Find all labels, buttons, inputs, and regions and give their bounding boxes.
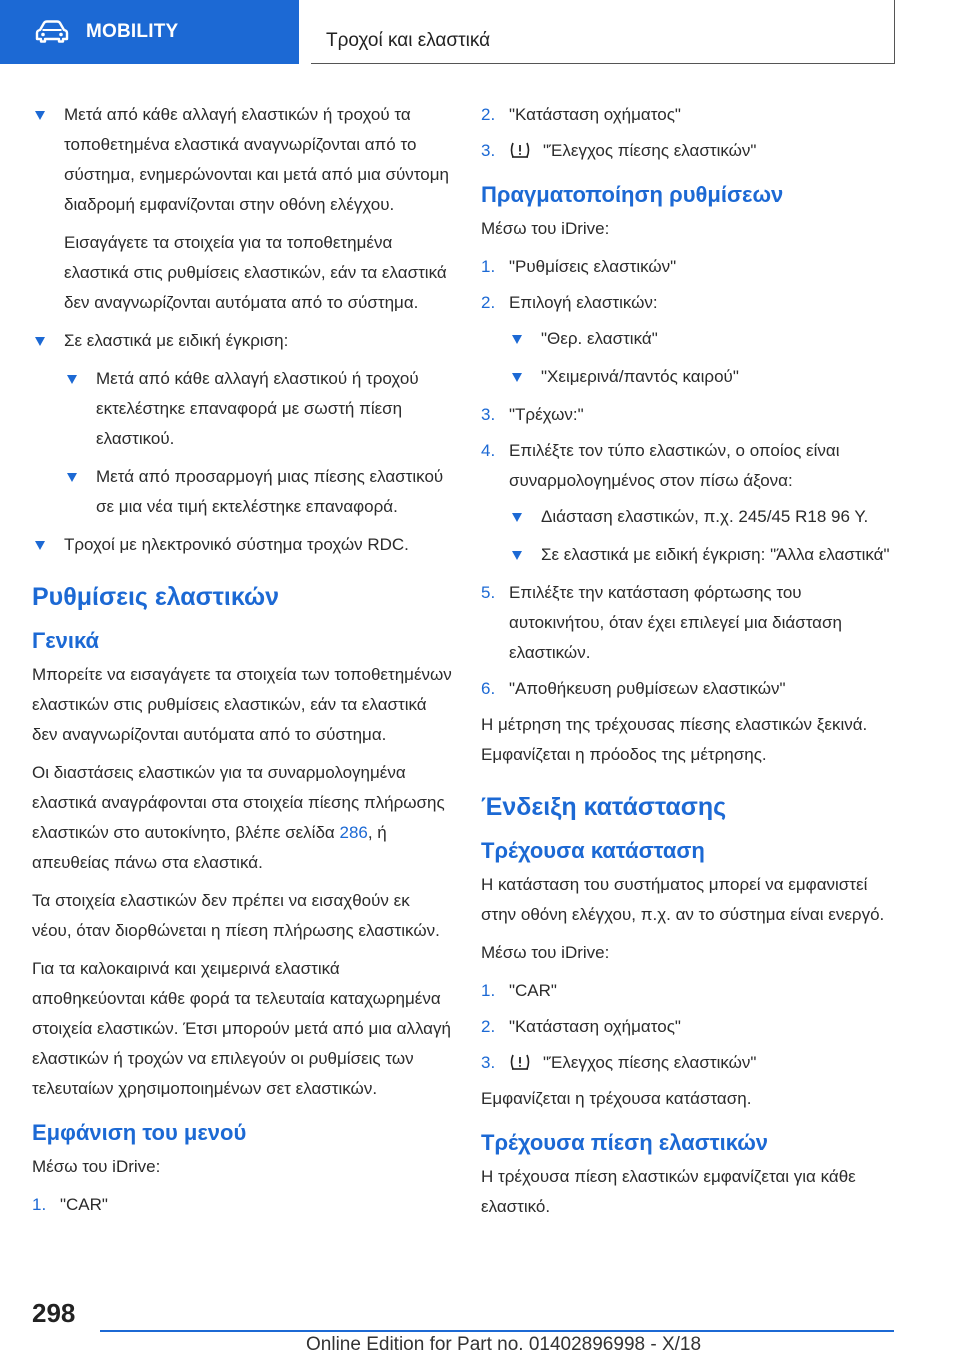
step-item: 1. "CAR" — [32, 1195, 108, 1214]
section-title: MOBILITY — [86, 21, 179, 42]
tire-pressure-warning-icon — [509, 1052, 531, 1072]
step-item: 3. "Έλεγχος πίεσης ελαστικών" — [481, 141, 757, 160]
paragraph: Η μέτρηση της τρέχουσας πίεσης ελαστικών ξεκινά. Εμφανίζεται η πρόοδος της μέτρησης. — [481, 715, 868, 764]
bullet-item: Σε ελαστικά με ειδική έγκριση: — [32, 326, 452, 356]
footer-rule — [100, 1330, 894, 1332]
heading-tire-settings: Ρυθμίσεις ελαστικών — [32, 583, 280, 611]
sub-bullet-item: "Χειμερινά/παντός καιρού" — [509, 362, 897, 392]
bullet-continuation: Εισαγάγετε τα στοιχεία για τα τοποθετημένα ελαστικά στις ρυθμίσεις ελαστικών, εάν τα ελαστικά δεν αναγνωρίζονται αυτόματα από το σύστημα. — [64, 233, 447, 312]
step-item: 1. "CAR" — [481, 981, 557, 1000]
step-item: 4. Επιλέξτε τον τύπο ελαστικών, ο οποίος είναι συναρμολογημένος στον πίσω άξονα: Διάσταση ελαστικών, π.χ. 245/45 R18 96 Y. Σε ελαστικά με ειδική έγκριση: "Άλλα ελαστικά" — [481, 436, 897, 570]
step-item: 1. "Ρυθμίσεις ελαστικών" — [481, 257, 677, 276]
sub-bullet-item: Μετά από κάθε αλλαγή ελαστικού ή τροχού εκτελέστηκε επαναφορά με σωστή πίεση ελαστικού. — [64, 364, 452, 454]
section-tab[interactable] — [0, 0, 299, 64]
heading-status-display: Ένδειξη κατάστασης — [481, 793, 727, 821]
car-icon — [34, 20, 70, 44]
bullet-item: Μετά από κάθε αλλαγή ελαστικών ή τροχού τα τοποθετημένα ελαστικά αναγνωρίζονται από το σύστημα, ενημερώνονται και μετά από μια σύντομη διαδρομή εμφανίζονται στην οθόνη ελέγχου. — [32, 100, 452, 220]
via-idrive: Μέσω του iDrive: — [481, 219, 610, 238]
tire-pressure-warning-icon — [509, 140, 531, 160]
paragraph: Η κατάσταση του συστήματος μπορεί να εμφανιστεί στην οθόνη ελέγχου, π.χ. αν το σύστημα είναι ενεργό. — [481, 875, 885, 924]
right-column — [481, 100, 897, 1230]
paragraph: Οι διαστάσεις ελαστικών για τα συναρμολογημένα ελαστικά αναγράφονται στα στοιχεία πίεσης πλήρωσης ελαστικών στο αυτοκίνητο, βλέπε σελίδα 286, ή απευθείας πάνω στα ελαστικά. — [32, 763, 445, 872]
subheading-general: Γενικά — [32, 628, 100, 653]
edition-note: Online Edition for Part no. 01402896998 - X/18 — [306, 1334, 702, 1355]
step-item: 3. "Έλεγχος πίεσης ελαστικών" — [481, 1053, 757, 1072]
step-item: 6. "Αποθήκευση ρυθμίσεων ελαστικών" — [481, 679, 786, 698]
page-number: 298 — [32, 1298, 76, 1328]
step-item: 5. Επιλέξτε την κατάσταση φόρτωσης του αυτοκινήτου, όταν έχει επιλεγεί μια διάσταση ελαστικών. — [481, 583, 842, 662]
paragraph: Για τα καλοκαιρινά και χειμερινά ελαστικά αποθηκεύονται κάθε φορά τα τελευταία καταχωρημένα στοιχεία ελαστικών. Έτσι μπορούν μετά από μια αλλαγή ελαστικών ή τροχών να επιλεγούν οι ρυθμίσεις των τελευταίων χρησιμοποιημένων σετ ελαστικών. — [32, 959, 451, 1098]
paragraph: Εμφανίζεται η τρέχουσα κατάσταση. — [481, 1089, 752, 1108]
left-column — [32, 100, 452, 1226]
subheading-show-menu: Εμφάνιση του μενού — [32, 1120, 247, 1145]
via-idrive: Μέσω του iDrive: — [32, 1157, 161, 1176]
sub-bullet-item: Διάσταση ελαστικών, π.χ. 245/45 R18 96 Y. — [509, 502, 897, 532]
sub-bullet-item: Σε ελαστικά με ειδική έγκριση: "Άλλα ελαστικά" — [509, 540, 897, 570]
paragraph: Μπορείτε να εισαγάγετε τα στοιχεία των τοποθετημένων ελαστικών στις ρυθμίσεις ελαστικών, εάν τα ελαστικά δεν αναγνωρίζονται αυτόματα από το σύστημα. — [32, 665, 452, 744]
paragraph: Η τρέχουσα πίεση ελαστικών εμφανίζεται για κάθε ελαστικό. — [481, 1167, 856, 1216]
step-item: 2. "Κατάσταση οχήματος" — [481, 1017, 681, 1036]
step-item: 3. "Τρέχων:" — [481, 405, 584, 424]
page-reference-link[interactable]: 286 — [339, 823, 368, 842]
step-item: 2. Επιλογή ελαστικών: "Θερ. ελαστικά" "Χειμερινά/παντός καιρού" — [481, 288, 897, 392]
subheading-current-status: Τρέχουσα κατάσταση — [481, 838, 705, 863]
bullet-item: Τροχοί με ηλεκτρονικό σύστημα τροχών RDC. — [32, 530, 452, 560]
sub-bullet-item: "Θερ. ελαστικά" — [509, 324, 897, 354]
subheading-make-settings: Πραγματοποίηση ρυθμίσεων — [481, 182, 784, 207]
chapter-title: Τροχοί και ελαστικά — [326, 30, 491, 51]
paragraph: Τα στοιχεία ελαστικών δεν πρέπει να εισαχθούν εκ νέου, όταν διορθώνεται η πίεση πλήρωσης ελαστικών. — [32, 891, 440, 940]
step-item: 2. "Κατάσταση οχήματος" — [481, 105, 681, 124]
chapter-header — [311, 0, 895, 64]
subheading-current-pressure: Τρέχουσα πίεση ελαστικών — [481, 1130, 769, 1155]
via-idrive: Μέσω του iDrive: — [481, 943, 610, 962]
sub-bullet-item: Μετά από προσαρμογή μιας πίεσης ελαστικού σε μια νέα τιμή εκτελέστηκε επαναφορά. — [64, 462, 452, 522]
